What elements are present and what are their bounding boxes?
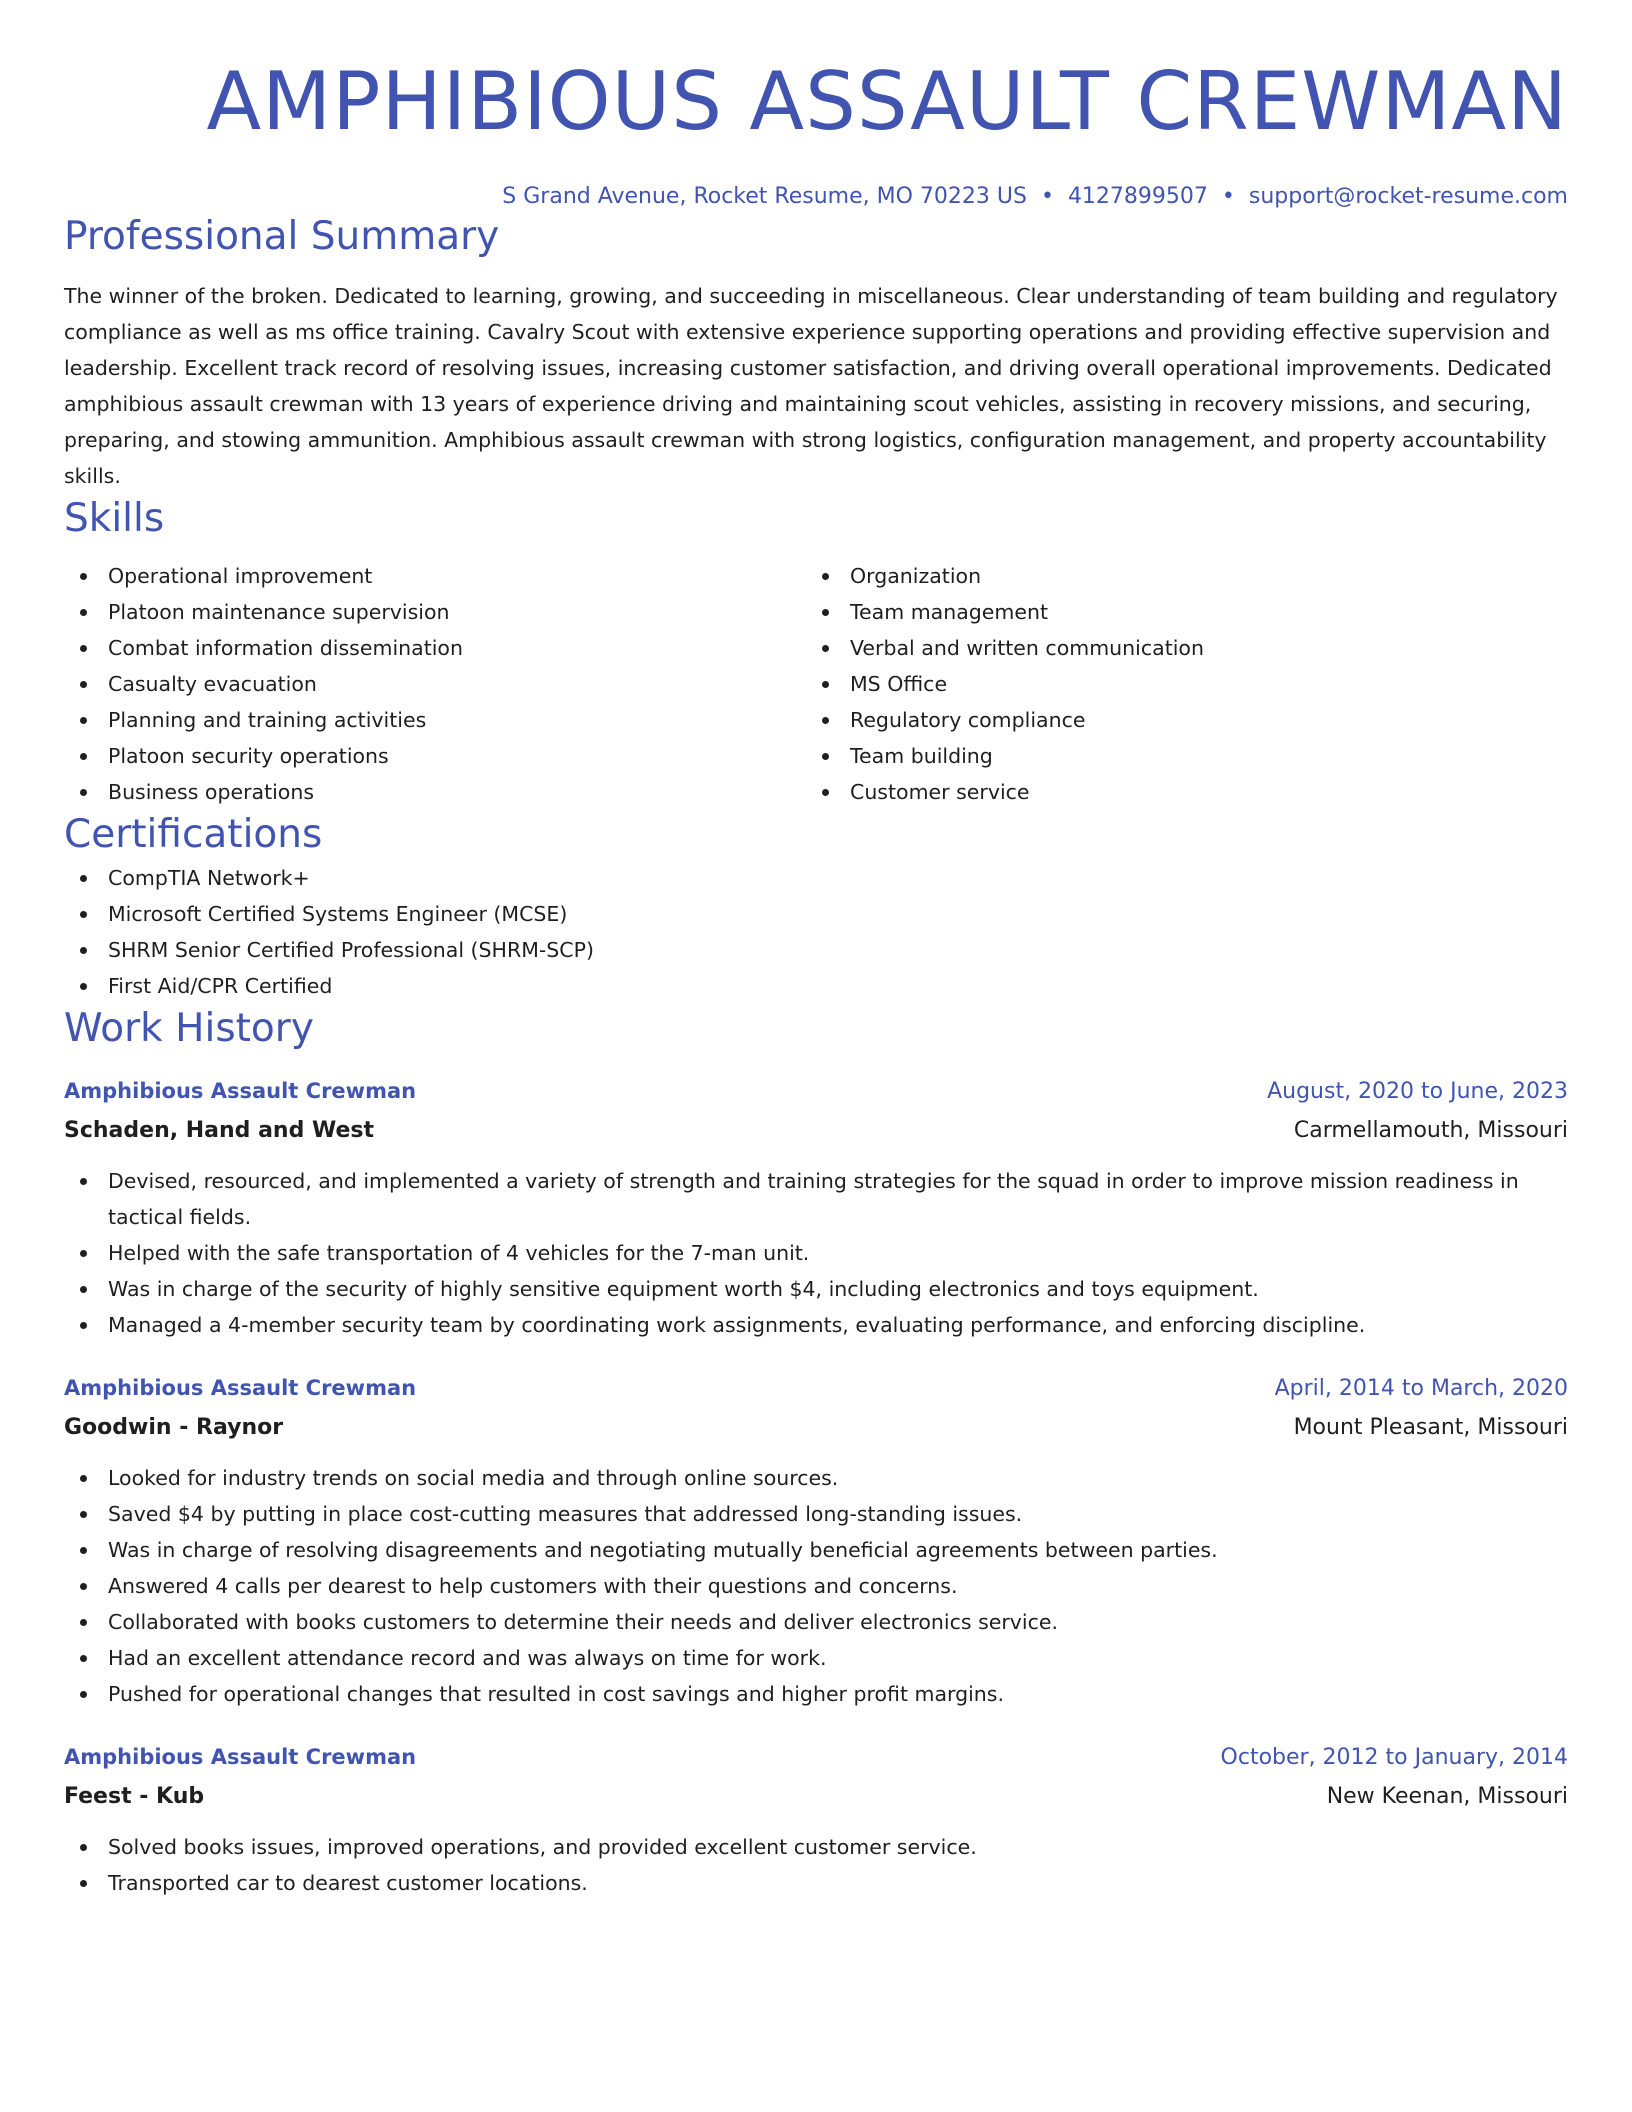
job-title: Amphibious Assault Crewman — [64, 1079, 417, 1103]
job-dates: August, 2020 to June, 2023 — [1267, 1079, 1568, 1104]
skill-item: Planning and training activities — [64, 702, 806, 738]
certifications-heading: Certifications — [64, 812, 323, 857]
skill-item: Business operations — [64, 774, 806, 810]
job-bullets — [64, 1829, 1568, 1901]
skill-item: Regulatory compliance — [806, 702, 1548, 738]
job-bullet: Had an excellent attendance record and was always on time for work. — [64, 1640, 1568, 1676]
skill-item: Combat information dissemination — [64, 630, 806, 666]
job-bullet: Was in charge of the security of highly sensitive equipment worth $4, including electronics and toys equipment. — [64, 1271, 1568, 1307]
skills-columns — [64, 558, 1568, 810]
certifications-list — [64, 860, 1568, 1004]
skill-item: Team management — [806, 594, 1548, 630]
job-location: Mount Pleasant, Missouri — [1293, 1415, 1568, 1440]
job-bullet: Collaborated with books customers to determine their needs and deliver electronics service. — [64, 1604, 1568, 1640]
job-dates: April, 2014 to March, 2020 — [1274, 1376, 1568, 1401]
job-location: New Keenan, Missouri — [1326, 1784, 1568, 1809]
skill-item: Customer service — [806, 774, 1548, 810]
job-bullets — [64, 1163, 1568, 1343]
job-bullet: Solved books issues, improved operations, and provided excellent customer service. — [64, 1829, 1568, 1865]
job-bullet: Helped with the safe transportation of 4 vehicles for the 7-man unit. — [64, 1235, 1568, 1271]
contact-separator: • — [1040, 184, 1054, 209]
summary-heading: Professional Summary — [64, 214, 500, 259]
job-header-row — [64, 1072, 1568, 1111]
skills-right-column — [806, 558, 1548, 810]
skills-left-column — [64, 558, 806, 810]
job-bullet: Looked for industry trends on social media and through online sources. — [64, 1460, 1568, 1496]
job-bullet: Answered 4 calls per dearest to help customers with their questions and concerns. — [64, 1568, 1568, 1604]
skill-item: Platoon security operations — [64, 738, 806, 774]
job-entry — [64, 1738, 1568, 1901]
job-company-row — [64, 1777, 1568, 1817]
skills-heading: Skills — [64, 496, 165, 541]
job-entry — [64, 1072, 1568, 1343]
job-company: Schaden, Hand and West — [64, 1118, 374, 1143]
certification-item: CompTIA Network+ — [64, 860, 1568, 896]
job-location: Carmellamouth, Missouri — [1293, 1118, 1568, 1143]
job-bullet: Transported car to dearest customer locations. — [64, 1865, 1568, 1901]
contact-line — [64, 182, 1568, 212]
skills-right-list — [806, 558, 1548, 810]
job-header-row — [64, 1738, 1568, 1777]
certification-item: SHRM Senior Certified Professional (SHRM-SCP) — [64, 932, 1568, 968]
skills-left-list — [64, 558, 806, 810]
job-title: Amphibious Assault Crewman — [64, 1745, 417, 1769]
job-title: Amphibious Assault Crewman — [64, 1376, 417, 1400]
summary-text: The winner of the broken. Dedicated to learning, growing, and succeeding in miscellaneous. Clear understanding of team building and regulatory compliance as well as ms office training. Cavalry Scout with extensive experience supporting operations and providing effective supervision and leadership. Excellent track record of resolving issues, increasing customer satisfaction, and driving overall operational improvements. Dedicated amphibious assault crewman with 13 years of experience driving and maintaining scout vehicles, assisting in recovery missions, and securing, preparing, and stowing ammunition. Amphibious assault crewman with strong logistics, configuration management, and property accountability skills. — [64, 284, 1558, 488]
certification-item: First Aid/CPR Certified — [64, 968, 1568, 1004]
job-bullets — [64, 1460, 1568, 1712]
job-bullet: Pushed for operational changes that resulted in cost savings and higher profit margins. — [64, 1676, 1568, 1712]
job-entry — [64, 1369, 1568, 1712]
job-bullet: Managed a 4-member security team by coordinating work assignments, evaluating performance, and enforcing discipline. — [64, 1307, 1568, 1343]
work-history-heading: Work History — [64, 1006, 314, 1051]
skill-item: Operational improvement — [64, 558, 806, 594]
job-bullet: Was in charge of resolving disagreements and negotiating mutually beneficial agreements between parties. — [64, 1532, 1568, 1568]
job-company: Goodwin - Raynor — [64, 1415, 284, 1440]
phone: 4127899507 — [1067, 184, 1208, 209]
resume-name: AMPHIBIOUS ASSAULT CREWMAN — [206, 55, 1568, 148]
skill-item: Team building — [806, 738, 1548, 774]
job-bullet: Saved $4 by putting in place cost-cutting measures that addressed long-standing issues. — [64, 1496, 1568, 1532]
skill-item: Verbal and written communication — [806, 630, 1548, 666]
job-bullet: Devised, resourced, and implemented a variety of strength and training strategies for the squad in order to improve mission readiness in tactical fields. — [64, 1163, 1568, 1235]
certification-item: Microsoft Certified Systems Engineer (MCSE) — [64, 896, 1568, 932]
job-company: Feest - Kub — [64, 1784, 205, 1809]
email[interactable]: support@rocket-resume.com — [1248, 184, 1568, 209]
job-header-row — [64, 1369, 1568, 1408]
address: S Grand Avenue, Rocket Resume, MO 70223 US — [502, 184, 1027, 209]
job-company-row — [64, 1408, 1568, 1448]
job-company-row — [64, 1111, 1568, 1151]
contact-separator: • — [1221, 184, 1235, 209]
skill-item: Casualty evacuation — [64, 666, 806, 702]
skill-item: Organization — [806, 558, 1548, 594]
skill-item: Platoon maintenance supervision — [64, 594, 806, 630]
skill-item: MS Office — [806, 666, 1548, 702]
job-dates: October, 2012 to January, 2014 — [1220, 1745, 1568, 1770]
